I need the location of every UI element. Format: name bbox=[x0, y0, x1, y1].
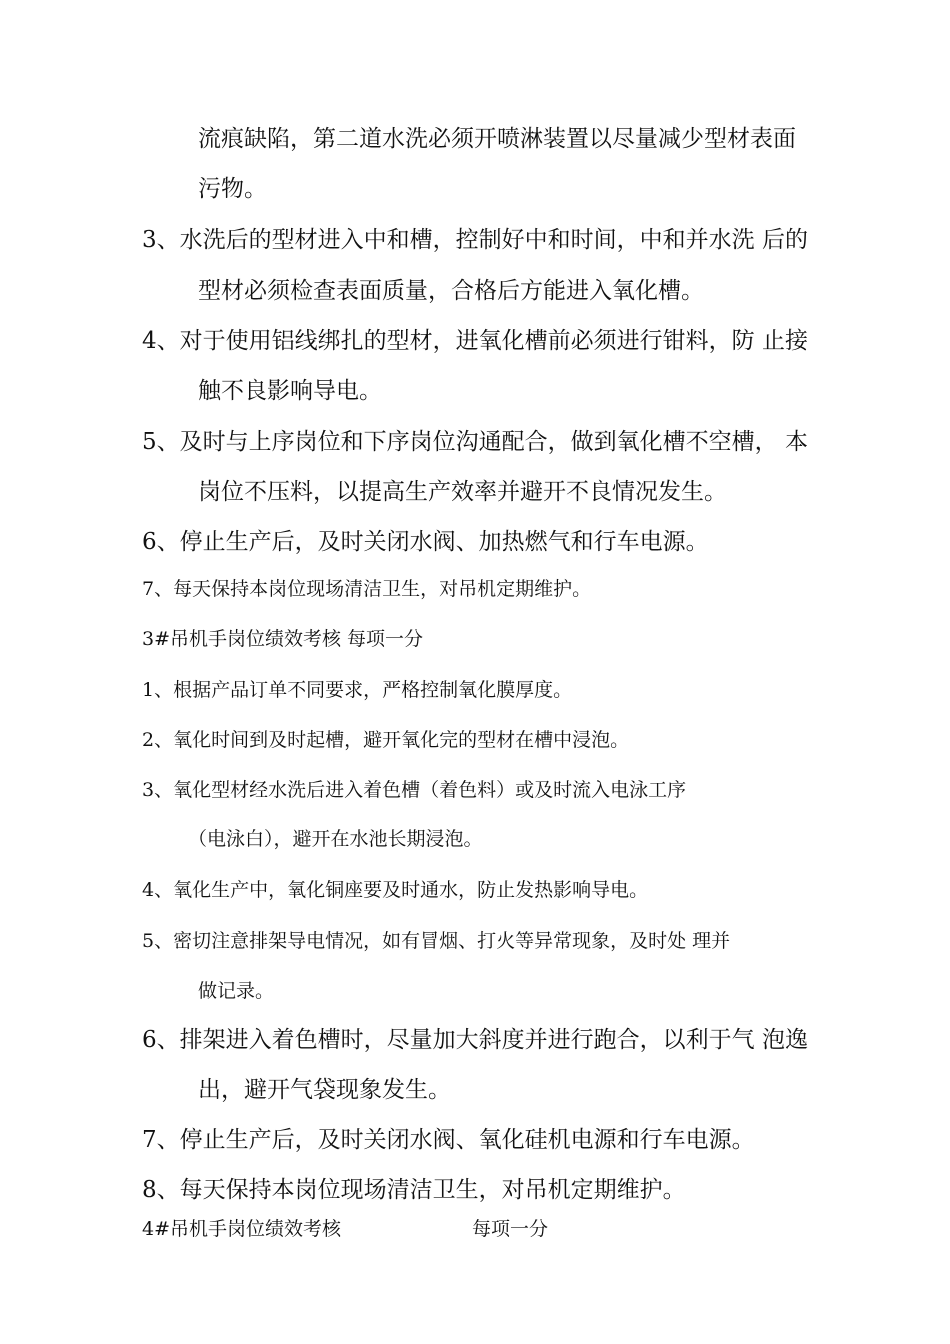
text-line: 触不良影响导电。 bbox=[198, 378, 382, 404]
text-line: 6、停止生产后，及时关闭水阀、加热燃气和行车电源。 bbox=[142, 529, 709, 555]
score-note: 每项一分 bbox=[472, 1218, 549, 1240]
text-line: 8、每天保持本岗位现场清洁卫生，对吊机定期维护。 bbox=[142, 1177, 686, 1203]
text-line: 型材必须检查表面质量，合格后方能进入氧化槽。 bbox=[198, 278, 704, 304]
text-line: 1、根据产品订单不同要求，严格控制氧化膜厚度。 bbox=[142, 679, 573, 701]
text-line: 3、水洗后的型材进入中和槽，控制好中和时间，中和并水洗 后的 bbox=[142, 227, 808, 253]
text-line: 出，避开气袋现象发生。 bbox=[198, 1077, 451, 1103]
text-line: 岗位不压料，以提高生产效率并避开不良情况发生。 bbox=[198, 479, 727, 505]
text-line: （电泳白），避开在水池长期浸泡。 bbox=[188, 828, 483, 850]
text-line: 做记录。 bbox=[198, 980, 275, 1002]
text-line: 4、氧化生产中，氧化铜座要及时通水，防止发热影响导电。 bbox=[142, 879, 649, 901]
text-line: 7、每天保持本岗位现场清洁卫生，对吊机定期维护。 bbox=[142, 578, 592, 600]
text-line: 4、对于使用铝线绑扎的型材，进氧化槽前必须进行钳料，防 止接 bbox=[142, 328, 808, 354]
section-heading: 3#吊机手岗位绩效考核 每项一分 bbox=[142, 628, 424, 650]
text-line: 3、氧化型材经水洗后进入着色槽（着色料）或及时流入电泳工序 bbox=[142, 779, 687, 801]
text-line: 2、氧化时间到及时起槽，避开氧化完的型材在槽中浸泡。 bbox=[142, 729, 630, 751]
text-line: 7、停止生产后，及时关闭水阀、氧化硅机电源和行车电源。 bbox=[142, 1127, 755, 1153]
text-line: 5、及时与上序岗位和下序岗位沟通配合，做到氧化槽不空槽， 本 bbox=[142, 429, 808, 455]
section-heading: 4#吊机手岗位绩效考核 bbox=[142, 1218, 342, 1240]
text-line: 流痕缺陷，第二道水洗必须开喷淋装置以尽量减少型材表面 bbox=[198, 126, 796, 152]
text-line: 污物。 bbox=[198, 176, 267, 202]
text-line: 5、密切注意排架导电情况，如有冒烟、打火等异常现象，及时处 理并 bbox=[142, 930, 731, 952]
text-line: 6、排架进入着色槽时，尽量加大斜度并进行跑合，以利于气 泡逸 bbox=[142, 1027, 808, 1053]
